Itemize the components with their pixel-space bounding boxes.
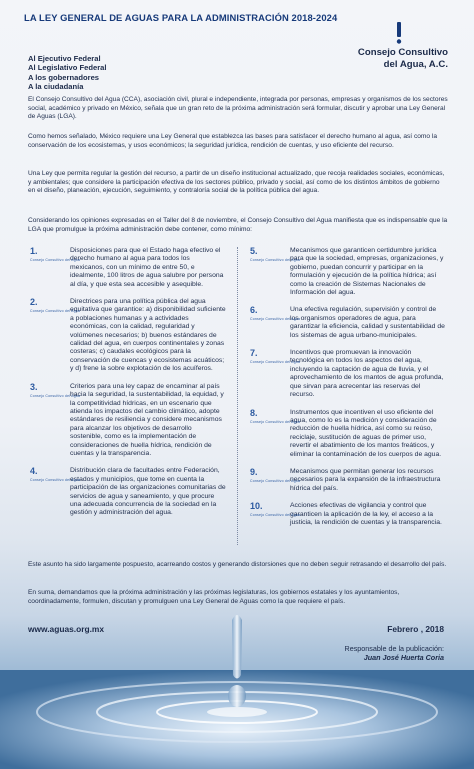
item-number-caption: Consejo Consultivo del Agua <box>250 513 301 518</box>
addressee: Al Legislativo Federal <box>28 63 107 73</box>
item-text: Incentivos que promuevan la innovación tecnológica en todos los aspectos del agua, incluyendo la captación de agua de lluvia, y el aprovechamiento de los mantos de agua profunda, que sirvan para acrecentar las reservas del recurso. <box>290 349 444 399</box>
publication-date: Febrero , 2018 <box>387 624 444 634</box>
column-divider <box>237 247 238 545</box>
publication-responsible <box>284 644 444 662</box>
demand-item <box>250 502 446 527</box>
item-number: 7. <box>250 348 258 359</box>
item-number-caption: Consejo Consultivo del Agua <box>250 317 301 322</box>
addressee: Al Ejecutivo Federal <box>28 54 101 63</box>
page-title: LA LEY GENERAL DE AGUAS PARA LA ADMINISTRACIÓN 2018-2024 <box>24 12 338 23</box>
addressee: A los gobernadores <box>28 72 100 82</box>
demand-item <box>30 247 226 289</box>
item-text: Acciones efectivas de vigilancia y control que garanticen la aplicación de la ley, el acceso a la justicia, la rendición de cuentas y la transparencia. <box>290 502 442 526</box>
intro-paragraph: Una Ley que permita regular la gestión del recurso, a partir de un diseño institucional actualizado, que recoja realidades sociales, económicas, y ambientales; que considere la participación efectiva de los sectores público, privado y social, así como de los distintos ámbitos de gobierno en el diseño, planeación, ejecución, seguimiento, y contraloría social de la política pública del agua. <box>28 170 445 195</box>
item-text: Instrumentos que incentiven el uso eficiente del agua, como lo es la medición y consideración de reducción de huella hídrica, así como su reúso, reciclaje, sustitución de aguas de primer uso, revertir el abatimiento de los mantos freáticos, y eliminar la contaminación de los cuerpos de agua. <box>290 408 442 458</box>
item-number: 1. <box>30 246 38 256</box>
demand-item <box>250 306 446 340</box>
organization-name-line1: Consejo Consultivo <box>357 47 448 58</box>
exclamation-logo-icon <box>396 22 402 44</box>
item-text: Mecanismos que garanticen certidumbre jurídica para que la sociedad, empresas, organizaciones, y gobierno, puedan concurrir y participar en la formulación y ejecución de la política hídrica; así como la creación de Sistemas Nacionales de Información del agua. <box>290 247 444 297</box>
intro-paragraph: El Consejo Consultivo del Agua (CCA), asociación civil, plural e independiente, integrada por personas, empresas y organismos de los sectores social, académico y privado en México, señala que un gran reto de la próxima administración será formular, discutir y aprobar una Ley General de Aguas (LGA). <box>28 96 448 121</box>
item-number: 9. <box>250 466 258 477</box>
item-number: 3. <box>30 381 38 392</box>
organization-name-line2: del Agua, A.C. <box>383 59 448 70</box>
closing-paragraph: Este asunto ha sido largamente pospuesto, acarreando costos y generando distorsiones que no deben seguir retrasando el desarrollo del país. <box>28 561 447 568</box>
addressee: A la ciudadanía <box>28 82 84 92</box>
intro-paragraph: Como hemos señalado, México requiere una Ley General que establezca las bases para satisfacer el derecho humano al agua, así como la conservación de los ecosistemas, y usos económicos; la seguridad jurídica, rendición de cuentas, y uso eficiente del recurso. <box>28 133 438 149</box>
item-number-caption: Consejo Consultivo del Agua <box>30 393 81 398</box>
demand-item <box>250 247 446 297</box>
demand-item <box>30 383 226 459</box>
demands-left-column <box>30 247 226 527</box>
item-number-caption: Consejo Consultivo del Agua <box>30 478 81 483</box>
item-number-caption: Consejo Consultivo del Agua <box>250 478 301 483</box>
demands-right-column <box>250 247 446 536</box>
item-text: Mecanismos que permitan generar los recursos necesarios para la expansión de la infraestructura hídrica del país. <box>290 467 441 492</box>
item-number-caption: Consejo Consultivo del Agua <box>250 360 301 365</box>
demand-item <box>30 467 226 517</box>
item-text: Una efectiva regulación, supervisión y control de los organismos operadores de agua, para garantizar la eficiencia, calidad y sustentabilidad de los sistemas de agua urbano-municipales. <box>290 306 445 339</box>
item-number: 5. <box>250 246 258 256</box>
responsible-label: Responsable de la publicación: <box>344 644 444 653</box>
demand-item <box>250 349 446 399</box>
responsible-name: Juan José Huerta Coria <box>363 653 444 662</box>
item-number: 4. <box>30 466 38 477</box>
website-link[interactable]: www.aguas.org.mx <box>28 624 105 634</box>
demand-item <box>250 409 446 459</box>
item-number-caption: Consejo Consultivo del Agua <box>30 309 81 314</box>
item-text: Disposiciones para que el Estado haga efectivo el derecho humano al agua para todos los mexicanos, con un mínimo de entre 50, e idealmente, 100 litros de agua salubre por persona al día, y que esta sea accesible y asequible. <box>70 247 224 288</box>
intro-paragraph: Considerando los opiniones expresadas en el Taller del 8 de noviembre, el Consejo Consultivo del Agua manifiesta que es indispensable que la LGA que promulgue la próxima administración debe contener, como mínimo: <box>28 217 448 233</box>
item-number-caption: Consejo Consultivo del Agua <box>250 258 301 262</box>
item-text: Distribución clara de facultades entre Federación, estados y municipios, que tome en cuenta la participación de las organizaciones comunitarias de servicios de agua y saneamiento, y que procure una adecuada concurrencia de la sociedad en la gestión y administración del agua. <box>70 467 226 517</box>
item-number-caption: Consejo Consultivo del Agua <box>250 419 301 424</box>
organization-name <box>318 47 448 71</box>
closing-paragraph: En suma, demandamos que la próxima administración y las próximas legislaturas, los gobiernos estatales y los ayuntamientos, coordinadamente, formulen, discutan y promulguen una Ley General de Aguas como la que requiere el país. <box>28 589 400 605</box>
item-number: 10. <box>250 501 263 512</box>
item-text: Criterios para una ley capaz de encaminar al país hacia la seguridad, la sustentabilidad, la equidad, y la competitividad hídricas, en un escenario que atienda los impactos del cambio climático, adopte estándares de resiliencia y considere mecanismos para alcanzar los objetivos de desarrollo sostenible, como es la implementación de consideraciones de huella hídrica, rendición de cuentas y la transparencia. <box>70 382 224 457</box>
item-number: 6. <box>250 305 258 316</box>
demand-item <box>30 298 226 374</box>
demand-item <box>250 468 446 493</box>
item-number-caption: Consejo Consultivo del Agua <box>30 258 81 262</box>
item-number: 8. <box>250 407 258 418</box>
item-text: Directrices para una política pública del agua equitativa que garantice: a) disponibilidad suficiente a poblaciones humanas y a actividades económicas, con la calidad, regularidad y volúmenes necesarios; b) buenos estándares de calidad del agua, en cuerpos continentales y zonas costeras; c) caudales ecológicos para la conservación de cuencas y ecosistemas acuáticos; y d) frene la sobre explotación de los acuíferos. <box>70 298 226 373</box>
item-number: 2. <box>30 297 38 308</box>
addressee-list <box>28 54 107 92</box>
